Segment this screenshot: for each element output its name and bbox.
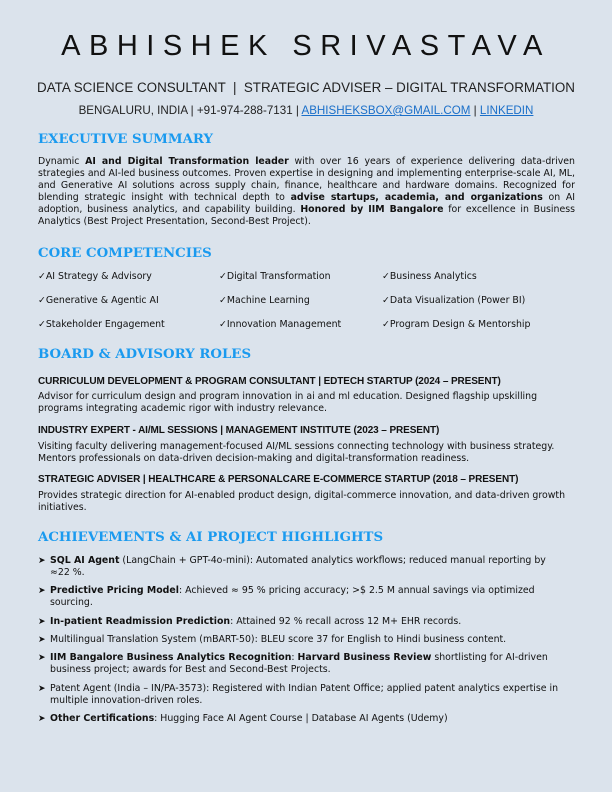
check-icon: ✓ (219, 319, 227, 330)
role-title: CURRICULUM DEVELOPMENT & PROGRAM CONSULTANT | EDTECH STARTUP (2024 – PRESENT) (38, 376, 501, 387)
check-icon: ✓ (219, 295, 227, 306)
competency-label: Generative & Agentic AI (45, 295, 159, 306)
achievement-item (38, 683, 568, 707)
arrow-bullet-icon: ➤ (38, 635, 46, 645)
achievement-highlight: Harvard Business Review (297, 652, 432, 663)
role-description: Visiting faculty delivering management-focused AI/ML sessions connecting technology with business strategy. Mentors professionals on data-driven decision-making and digital-transformation readiness. (38, 441, 555, 465)
check-icon: ✓ (38, 319, 46, 330)
summary-text: with over 16 years of experience delivering data-driven strategies and AI-led business outcomes. Proven expertise in designing and implementing enterprise-scale AI, ML, and Generative AI solutions across supply chain, finance, healthcare and hardware domains. Recognized for blending strategic insight with technical depth to (38, 156, 575, 204)
achievement-detail: shortlisting for AI-driven business project; awards for Best and Second-Best Projects. (50, 652, 548, 676)
candidate-name: ABHISHEK SRIVASTAVA (61, 30, 551, 62)
achievement-item (38, 634, 568, 646)
competency-label: AI Strategy & Advisory (45, 271, 152, 282)
competency-label: Innovation Management (226, 319, 342, 330)
achievement-detail: : Attained 92 % recall across 12 M+ EHR records. (230, 616, 462, 627)
achievement-text (50, 616, 568, 628)
competency-item (38, 319, 165, 330)
achievement-highlight: IIM Bangalore Business Analytics Recognition (50, 652, 292, 663)
achievement-text (50, 585, 568, 609)
achievement-item (38, 652, 568, 676)
competency-label: Data Visualization (Power BI) (389, 295, 526, 306)
achievement-text (50, 713, 568, 725)
summary-bold: AI and Digital Transformation leader (85, 156, 289, 167)
competency-item (38, 295, 159, 306)
competency-label: Business Analytics (389, 271, 477, 282)
achievement-detail: : Hugging Face AI Agent Course | Database AI Agents (Udemy) (154, 713, 448, 724)
summary-text: Dynamic (38, 156, 86, 167)
achievement-highlight: In-patient Readmission Prediction (50, 616, 231, 627)
competency-item (38, 271, 152, 282)
contact-line (0, 104, 612, 117)
section-heading-executive-summary: EXECUTIVE SUMMARY (38, 132, 214, 147)
section-heading-board-roles: BOARD & ADVISORY ROLES (38, 347, 252, 362)
summary-bold: Honored by IIM Bangalore (300, 204, 444, 216)
professional-title: DATA SCIENCE CONSULTANT | STRATEGIC ADVISER – DIGITAL TRANSFORMATION (37, 80, 575, 95)
achievement-item (38, 616, 568, 628)
achievement-highlight: SQL AI Agent (50, 555, 120, 566)
summary-paragraph (38, 156, 575, 229)
separator: | (473, 104, 477, 117)
check-icon: ✓ (219, 271, 227, 282)
email-link[interactable]: ABHISHEKSBOX@GMAIL.COM (301, 104, 471, 117)
competency-item (219, 295, 310, 306)
competency-label: Digital Transformation (226, 271, 331, 282)
check-icon: ✓ (382, 271, 390, 282)
section-heading-core-competencies: CORE COMPETENCIES (38, 246, 212, 261)
achievement-detail: Patent Agent (India – IN/PA-3573): Registered with Indian Patent Office; applied patent analytics expertise in multiple innovation-driven roles. (50, 683, 559, 707)
competency-item (382, 271, 477, 282)
competency-label: Stakeholder Engagement (45, 319, 165, 330)
competency-label: Machine Learning (226, 295, 310, 306)
achievement-item (38, 555, 568, 579)
arrow-bullet-icon: ➤ (38, 617, 46, 627)
achievement-detail: : (291, 652, 298, 663)
achievement-highlight: Predictive Pricing Model (50, 585, 179, 596)
achievement-highlight: Other Certifications (50, 713, 155, 724)
linkedin-link[interactable]: LINKEDIN (479, 104, 534, 117)
check-icon: ✓ (38, 295, 46, 306)
arrow-bullet-icon: ➤ (38, 714, 46, 724)
location-phone: BENGALURU, INDIA | +91-974-288-7131 | (78, 104, 299, 117)
competency-item (382, 319, 530, 330)
summary-text: on AI adoption, business analytics, and capability building. (38, 192, 575, 216)
achievement-detail: : Achieved ≈ 95 % pricing accuracy; >$ 2.5 M annual savings via optimized sourcing. (50, 585, 535, 609)
summary-text: for excellence in Business Analytics (Best Project Presentation, Second-Best Project). (38, 204, 575, 228)
achievement-detail: Multilingual Translation System (mBART-50): BLEU score 37 for English to Hindi business content. (50, 634, 507, 645)
check-icon: ✓ (38, 271, 46, 282)
achievement-item (38, 713, 568, 725)
achievement-text (50, 555, 568, 579)
arrow-bullet-icon: ➤ (38, 684, 46, 694)
competency-item (382, 295, 525, 306)
competency-label: Program Design & Mentorship (389, 319, 531, 330)
arrow-bullet-icon: ➤ (38, 586, 46, 596)
achievement-detail: (LangChain + GPT-4o-mini): Automated analytics workflows; reduced manual reporting by ≈22 %. (50, 555, 546, 579)
check-icon: ✓ (382, 319, 390, 330)
summary-bold: advise startups, academia, and organizations (290, 192, 543, 204)
achievement-text (50, 634, 568, 646)
role-title: STRATEGIC ADVISER | HEALTHCARE & PERSONALCARE E-COMMERCE STARTUP (2018 – PRESENT) (38, 474, 519, 485)
role-title: INDUSTRY EXPERT - AI/ML SESSIONS | MANAGEMENT INSTITUTE (2023 – PRESENT) (38, 425, 440, 436)
competency-item (219, 319, 341, 330)
arrow-bullet-icon: ➤ (38, 556, 46, 566)
competency-item (219, 271, 331, 282)
achievement-text (50, 683, 568, 707)
arrow-bullet-icon: ➤ (38, 653, 46, 663)
achievement-item (38, 585, 568, 609)
section-heading-achievements: ACHIEVEMENTS & AI PROJECT HIGHLIGHTS (38, 530, 384, 545)
role-description: Advisor for curriculum design and program innovation in ai and ml education. Designed flagship upskilling programs integrating academic rigor with industry relevance. (38, 391, 538, 415)
role-description: Provides strategic direction for AI-enabled product design, digital-commerce innovation, and data-driven growth initiatives. (38, 490, 566, 514)
achievement-text (50, 652, 568, 676)
check-icon: ✓ (382, 295, 390, 306)
